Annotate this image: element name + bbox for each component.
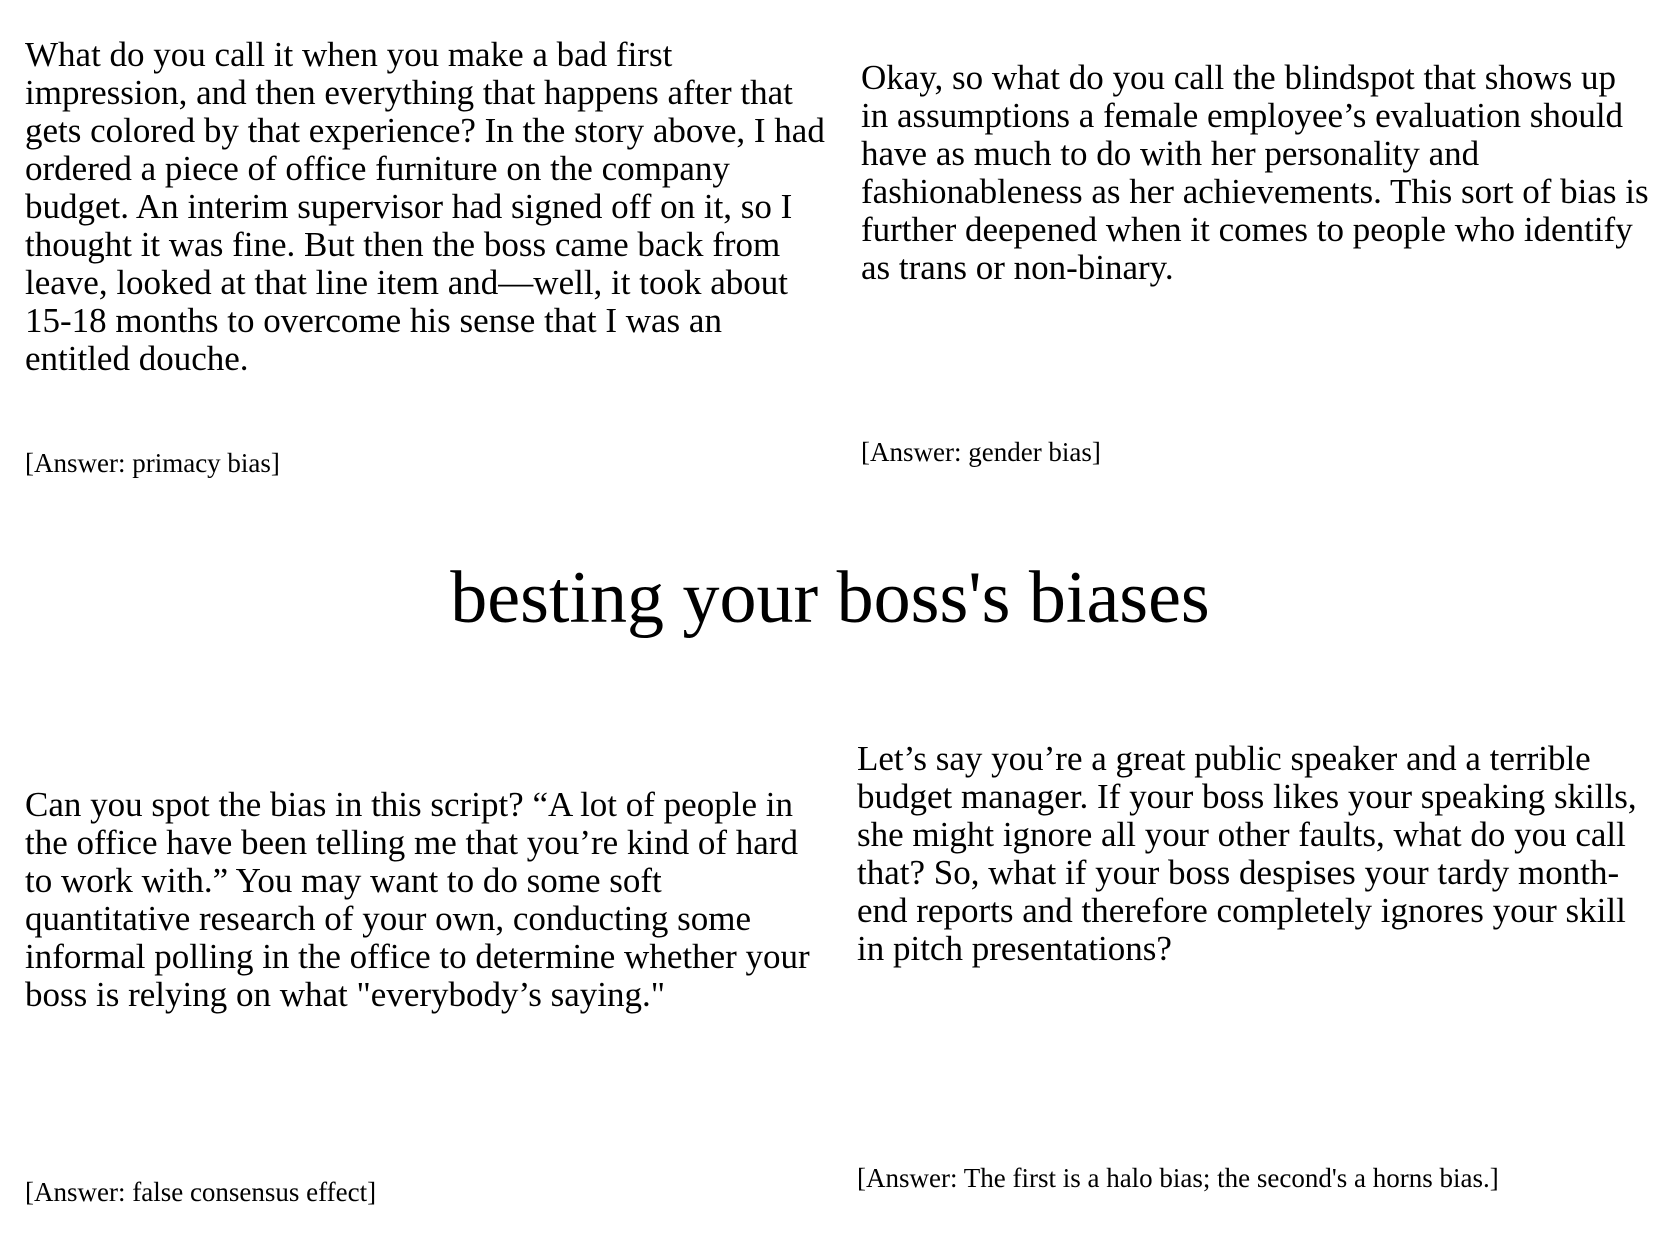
question-2-text: Okay, so what do you call the blindspot that shows up in assumptions a female employee’s evaluation should have as much to do with her personality and fashionableness as her achievements. This sort of bias is further deepened when it comes to people who identify as trans or non-binary.: [861, 58, 1649, 287]
page-title: besting your boss's biases: [450, 557, 1210, 639]
question-1-answer: [Answer: primacy bias]: [25, 448, 280, 478]
question-4-text: Let’s say you’re a great public speaker and a terrible budget manager. If your boss likes your speaking skills, she might ignore all your other faults, what do you call that? So, what if your boss despises your tardy month-end reports and therefore completely ignores your skill in pitch presentations?: [857, 739, 1637, 968]
question-3-text: Can you spot the bias in this script? “A lot of people in the office have been telling me that you’re kind of hard to work with.” You may want to do some soft quantitative research of your own, conducting some informal polling in the office to determine whether your boss is relying on what "everybody’s saying.": [25, 785, 810, 1014]
question-3-answer: [Answer: false consensus effect]: [25, 1177, 377, 1207]
question-4-answer: [Answer: The first is a halo bias; the second's a horns bias.]: [857, 1163, 1499, 1193]
question-2-answer: [Answer: gender bias]: [861, 437, 1101, 467]
question-1-text: What do you call it when you make a bad first impression, and then everything that happens after that gets colored by that experience? In the story above, I had ordered a piece of office furniture on the company budget. An interim supervisor had signed off on it, so I thought it was fine. But then the boss came back from leave, looked at that line item and—well, it took about 15-18 months to overcome his sense that I was an entitled douche.: [25, 35, 825, 378]
